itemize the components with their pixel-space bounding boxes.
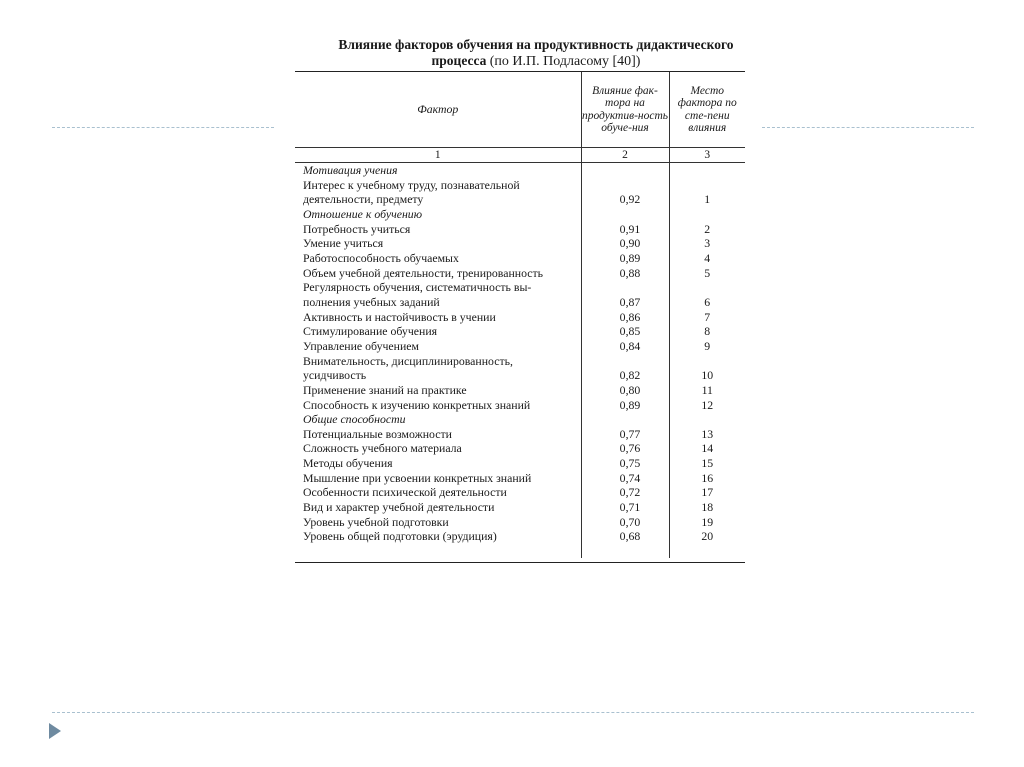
factors-table-frame	[295, 71, 745, 563]
influence-value: 0,77	[581, 427, 669, 442]
influence-value: 0,82	[581, 354, 669, 383]
influence-value: 0,72	[581, 485, 669, 500]
empty-cell	[581, 207, 669, 222]
influence-value: 0,68	[581, 529, 669, 558]
rank-value: 10	[669, 354, 745, 383]
table-row	[295, 178, 745, 207]
table-row	[295, 500, 745, 515]
table-row	[295, 222, 745, 237]
table-row	[295, 471, 745, 486]
influence-value: 0,70	[581, 515, 669, 530]
factor-name: Стимулирование обучения	[303, 324, 438, 339]
table-row	[295, 354, 745, 383]
influence-value: 0,86	[581, 310, 669, 325]
empty-cell	[669, 163, 745, 178]
rank-value: 11	[669, 383, 745, 398]
section-label: Мотивация учения	[303, 163, 398, 177]
section-row	[295, 412, 745, 427]
factor-name: Активность и настойчивость в учении	[303, 309, 496, 324]
rank-value: 16	[669, 471, 745, 486]
factor-name: Методы обучения	[303, 456, 393, 471]
influence-value: 0,74	[581, 471, 669, 486]
section-label: Общие способности	[303, 412, 406, 427]
rank-value: 19	[669, 515, 745, 530]
table-row	[295, 236, 745, 251]
factor-name: Применение знаний на практике	[303, 382, 467, 397]
table-row	[295, 515, 745, 530]
factor-name: Объем учебной деятельности, тренированность	[303, 265, 544, 280]
factor-name: Способность к изучению конкретных знаний	[303, 397, 531, 412]
factor-name: Работоспособность обучаемых	[303, 250, 459, 265]
rank-value: 20	[669, 529, 745, 558]
title-line-1: Влияние факторов обучения на продуктивность дидактического	[338, 37, 734, 52]
table-row	[295, 398, 745, 413]
influence-value: 0,88	[581, 266, 669, 281]
section-row	[295, 207, 745, 222]
rank-value: 9	[669, 339, 745, 354]
table-row	[295, 441, 745, 456]
table-body	[295, 148, 745, 559]
divider-line-right	[762, 127, 974, 128]
table-row	[295, 280, 745, 309]
influence-value: 0,76	[581, 441, 669, 456]
rank-value: 15	[669, 456, 745, 471]
rank-value: 3	[669, 236, 745, 251]
factor-name: Потребность учиться	[303, 221, 411, 236]
header-rank	[669, 72, 745, 148]
table-row	[295, 529, 745, 558]
rank-value: 8	[669, 324, 745, 339]
table-row	[295, 266, 745, 281]
table-row	[295, 339, 745, 354]
header-factor: Фактор	[295, 72, 581, 148]
rank-value: 18	[669, 500, 745, 515]
table-row	[295, 251, 745, 266]
column-number: 1	[295, 148, 581, 163]
table-row	[295, 485, 745, 500]
factor-name: Уровень учебной подготовки	[303, 514, 449, 529]
column-number-row	[295, 148, 745, 163]
factor-name: Потенциальные возможности	[303, 426, 452, 441]
influence-value: 0,89	[581, 251, 669, 266]
table-title	[296, 37, 776, 70]
table-row	[295, 383, 745, 398]
factor-name: Сложность учебного материала	[303, 441, 462, 456]
rank-value: 4	[669, 251, 745, 266]
column-number: 2	[581, 148, 669, 163]
factor-name: Вид и характер учебной деятельности	[303, 500, 495, 515]
influence-value: 0,71	[581, 500, 669, 515]
influence-value: 0,92	[581, 178, 669, 207]
divider-line-bottom	[52, 712, 974, 713]
factor-name: Регулярность обучения, систематичность вы- полнения учебных заданий	[303, 280, 532, 309]
table-row	[295, 456, 745, 471]
rank-value: 6	[669, 280, 745, 309]
empty-cell	[669, 207, 745, 222]
empty-cell	[669, 412, 745, 427]
rank-value: 14	[669, 441, 745, 456]
rank-value: 13	[669, 427, 745, 442]
factors-table	[295, 72, 745, 558]
factor-name: Умение учиться	[303, 236, 384, 251]
influence-value: 0,87	[581, 280, 669, 309]
section-label: Отношение к обучению	[303, 206, 423, 221]
rank-value: 17	[669, 485, 745, 500]
influence-value: 0,85	[581, 324, 669, 339]
rank-value: 5	[669, 266, 745, 281]
influence-value: 0,75	[581, 456, 669, 471]
factor-name: Особенности психической деятельности	[303, 485, 507, 500]
influence-value: 0,89	[581, 398, 669, 413]
factor-name: Мышление при усвоении конкретных знаний	[303, 470, 532, 485]
header-rank-text: Место фактора по сте-пени влияния	[677, 84, 737, 134]
empty-cell	[581, 412, 669, 427]
triangle-right-icon	[49, 723, 61, 739]
influence-value: 0,90	[581, 236, 669, 251]
header-influence	[581, 72, 669, 148]
rank-value: 12	[669, 398, 745, 413]
table-row	[295, 310, 745, 325]
header-influence-text: Влияние фак-тора на продуктив-ность обуче-ния	[581, 84, 669, 134]
factor-name: Интерес к учебному труду, познавательной деятельности, предмету	[303, 177, 520, 207]
rank-value: 7	[669, 310, 745, 325]
table-row	[295, 324, 745, 339]
divider-line-left	[52, 127, 274, 128]
table-row	[295, 427, 745, 442]
title-line-2: процесса	[431, 53, 487, 68]
title-source: (по И.П. Подласому [40])	[489, 54, 641, 69]
rank-value: 1	[669, 178, 745, 207]
influence-value: 0,84	[581, 339, 669, 354]
factor-name: Уровень общей подготовки (эрудиция)	[303, 529, 497, 544]
influence-value: 0,91	[581, 222, 669, 237]
rank-value: 2	[669, 222, 745, 237]
empty-cell	[581, 163, 669, 178]
section-row	[295, 163, 745, 178]
column-number: 3	[669, 148, 745, 163]
factor-name: Управление обучением	[303, 338, 419, 353]
influence-value: 0,80	[581, 383, 669, 398]
factor-name: Внимательность, дисциплинированность, усидчивость	[303, 353, 513, 383]
